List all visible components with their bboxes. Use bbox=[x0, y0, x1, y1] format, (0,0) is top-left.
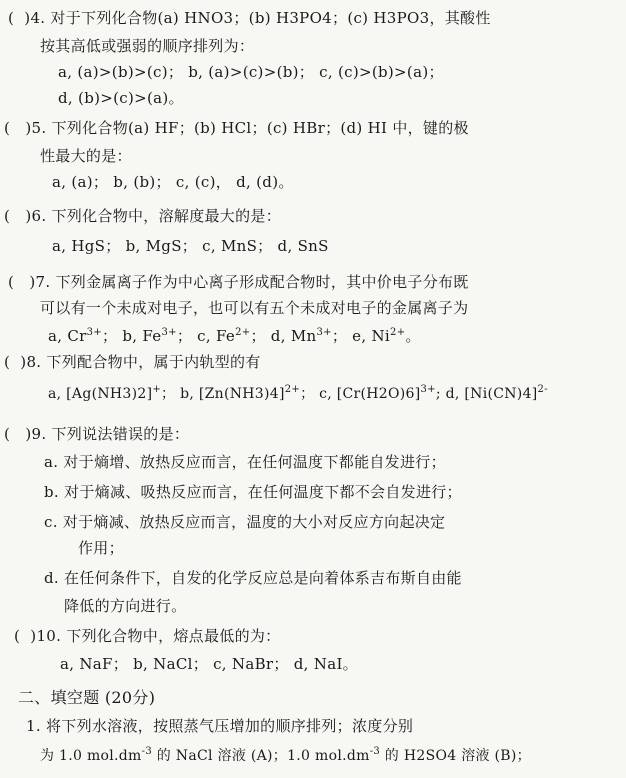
fill-q1-solution-b: 的 H2SO4 溶液 (B)； bbox=[380, 748, 531, 764]
q7-stem-line2: 可以有一个未成对电子，也可以有五个未成对电子的金属离子为 bbox=[40, 299, 469, 317]
q8-stem: ( )8. 下列配合物中，属于内轨型的有 bbox=[4, 353, 261, 371]
q10-options: a, NaF； b, NaCl； c, NaBr； d, NaI。 bbox=[60, 655, 358, 673]
q7-option-e: ； e, Ni bbox=[331, 327, 391, 345]
q7-options-end: 。 bbox=[405, 327, 421, 345]
q4-options-line1: a, (a)>(b)>(c)； b, (a)>(c)>(b)； c, (c)>(b)>(a)； bbox=[58, 63, 444, 81]
fill-q1-solution-a: 的 NaCl 溶液 (A)；1.0 mol.dm bbox=[151, 748, 370, 764]
q9-option-d-line1: d. 在任何条件下，自发的化学反应总是向着体系吉布斯自由能 bbox=[44, 569, 462, 587]
section2-title: 二、填空题 (20分) bbox=[18, 688, 156, 707]
q7-option-b-charge: 3+ bbox=[161, 327, 177, 338]
q7-option-a: a, Cr bbox=[48, 327, 87, 345]
q5-stem-line1: ( )5. 下列化合物(a) HF；(b) HCl；(c) HBr；(d) HI 中，键的极 bbox=[4, 119, 469, 137]
q8-option-d: ; d, [Ni(CN)4] bbox=[435, 386, 538, 402]
q4-stem-line1: ( )4. 对于下列化合物(a) HNO3；(b) H3PO4；(c) H3PO3，其酸性 bbox=[8, 9, 491, 27]
q8-option-b: ； b, [Zn(NH3)4] bbox=[161, 386, 285, 402]
q9-option-a: a. 对于熵增、放热反应而言，在任何温度下都能自发进行； bbox=[44, 453, 446, 471]
q8-option-c: ； c, [Cr(H2O)6] bbox=[300, 386, 421, 402]
q7-option-b: ； b, Fe bbox=[101, 327, 162, 345]
q7-option-c-charge: 2+ bbox=[235, 327, 251, 338]
fill-q1-line2 bbox=[40, 746, 531, 766]
q6-stem: ( )6. 下列化合物中，溶解度最大的是： bbox=[4, 207, 281, 225]
q8-option-c-charge: 3+ bbox=[420, 384, 436, 395]
q7-option-d: ； d, Mn bbox=[250, 327, 317, 345]
q8-option-b-charge: 2+ bbox=[284, 384, 301, 395]
q9-option-c-line1: c. 对于熵减、放热反应而言，温度的大小对反应方向起决定 bbox=[44, 513, 446, 531]
q9-option-c-line2: 作用； bbox=[78, 539, 124, 557]
q7-option-a-charge: 3+ bbox=[86, 327, 102, 338]
fill-q1-conc-a: 为 1.0 mol.dm bbox=[40, 748, 142, 764]
q4-options-line2: d, (b)>(c)>(a)。 bbox=[58, 89, 184, 107]
q7-stem-line1: ( )7. 下列金属离子作为中心离子形成配合物时，其中价电子分布既 bbox=[8, 273, 469, 291]
q5-stem-line2: 性最大的是： bbox=[40, 147, 132, 165]
q7-option-c: ； c, Fe bbox=[176, 327, 236, 345]
fill-q1-line1: 1. 将下列水溶液，按照蒸气压增加的顺序排列；浓度分别 bbox=[26, 717, 414, 735]
q8-option-a-charge: + bbox=[152, 384, 162, 395]
q9-option-d-line2: 降低的方向进行。 bbox=[64, 597, 187, 615]
q9-stem: ( )9. 下列说法错误的是： bbox=[4, 425, 190, 443]
q10-stem: ( )10. 下列化合物中，熔点最低的为： bbox=[14, 627, 281, 645]
q9-option-b: b. 对于熵减、吸热反应而言，在任何温度下都不会自发进行； bbox=[44, 483, 462, 501]
q5-options: a, (a)； b, (b)； c, (c)， d, (d)。 bbox=[52, 173, 294, 191]
q7-options bbox=[48, 326, 421, 346]
q8-option-a: a, [Ag(NH3)2] bbox=[48, 386, 153, 402]
q6-options: a, HgS； b, MgS； c, MnS； d, SnS bbox=[52, 237, 329, 255]
fill-q1-unit-exp-a: -3 bbox=[141, 746, 152, 757]
fill-q1-unit-exp-b: -3 bbox=[369, 746, 381, 757]
q8-option-d-charge: 2- bbox=[537, 384, 548, 395]
q7-option-d-charge: 3+ bbox=[316, 327, 332, 338]
q8-options bbox=[48, 384, 548, 404]
q7-option-e-charge: 2+ bbox=[390, 327, 406, 338]
q4-stem-line2: 按其高低或强弱的顺序排列为： bbox=[40, 37, 255, 55]
